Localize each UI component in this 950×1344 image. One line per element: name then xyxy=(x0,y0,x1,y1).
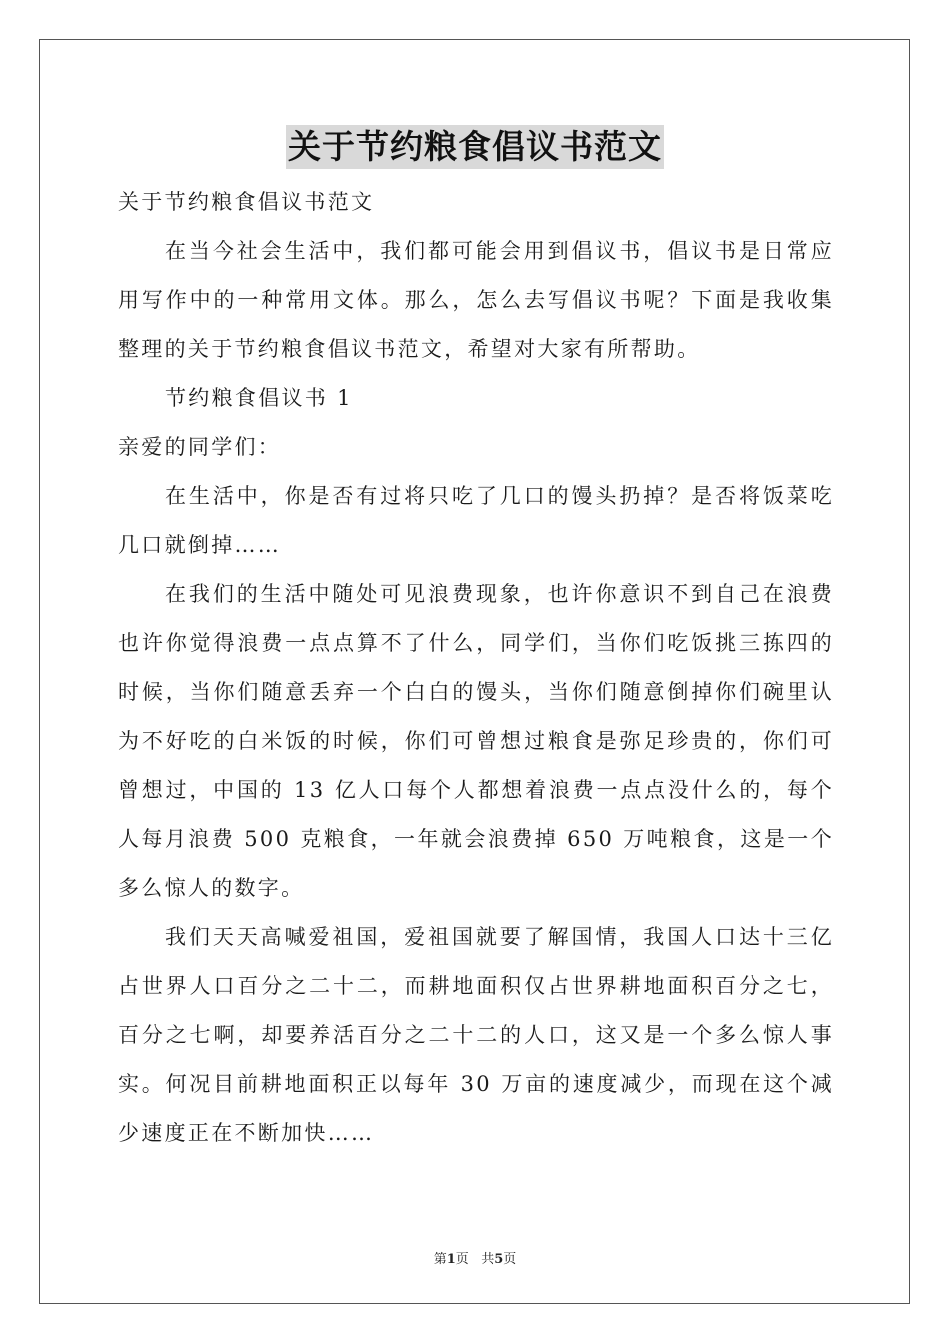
total-pages: 5 xyxy=(494,1252,504,1267)
page-prefix: 第 xyxy=(433,1252,447,1267)
total-prefix: 共 xyxy=(481,1252,495,1267)
paragraph-body: 我们天天高喊爱祖国，爱祖国就要了解国情，我国人口达十三亿占世界人口百分之二十二，而耕地面积仅占世界耕地面积百分之七，百分之七啊，却要养活百分之二十二的人口，这又是一个多么惊人事实。何况目前耕地面积正以每年 30 万亩的速度减少，而现在这个减少速度正在不断加快…… xyxy=(118,925,834,1145)
page-suffix: 页 xyxy=(455,1252,469,1267)
title-container xyxy=(0,125,950,169)
paragraph-intro: 在当今社会生活中，我们都可能会用到倡议书，倡议书是日常应用写作中的一种常用文体。那么，怎么去写倡议书呢？下面是我收集整理的关于节约粮食倡议书范文，希望对大家有所帮助。 xyxy=(118,239,834,361)
page-number: 1 xyxy=(446,1252,456,1267)
paragraph-subtitle: 关于节约粮食倡议书范文 xyxy=(118,190,375,214)
total-suffix: 页 xyxy=(503,1252,517,1267)
paragraph-salutation: 亲爱的同学们： xyxy=(118,435,282,459)
page-footer xyxy=(0,1248,950,1267)
paragraph-body: 在生活中，你是否有过将只吃了几口的馒头扔掉？是否将饭菜吃几口就倒掉…… xyxy=(118,484,834,557)
section-heading: 节约粮食倡议书 1 xyxy=(165,386,353,410)
document-title: 关于节约粮食倡议书范文 xyxy=(286,125,664,169)
paragraph-body: 在我们的生活中随处可见浪费现象，也许你意识不到自己在浪费也许你觉得浪费一点点算不了什么，同学们，当你们吃饭挑三拣四的时候，当你们随意丢弃一个白白的馒头，当你们随意倒掉你们碗里认为不好吃的白米饭的时候，你们可曾想过粮食是弥足珍贵的，你们可曾想过，中国的 13 亿人口每个人都想着浪费一点点没什么的，每个人每月浪费 500 克粮食，一年就会浪费掉 650 万吨粮食，这是一个多么惊人的数字。 xyxy=(118,582,834,900)
document-body xyxy=(118,178,834,1158)
